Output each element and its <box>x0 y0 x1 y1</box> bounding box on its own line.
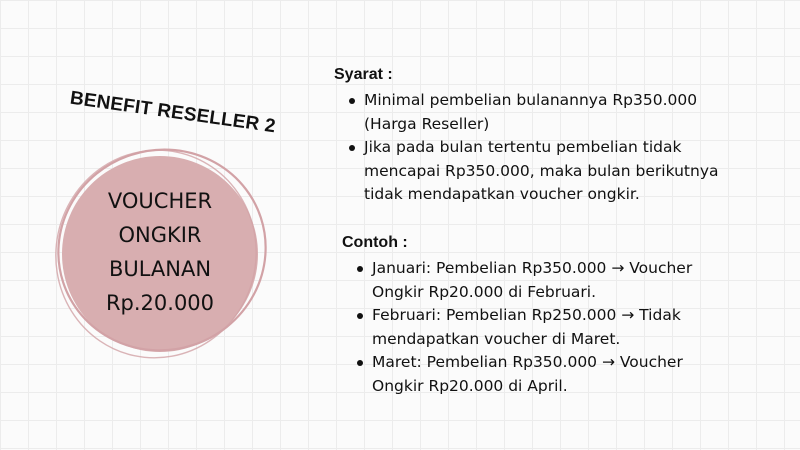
list-item-line: Januari: Pembelian Rp350.000 → Voucher <box>372 259 693 277</box>
list-item <box>346 136 786 207</box>
list-item-line: mendapatkan voucher di Maret. <box>372 329 621 348</box>
voucher-text <box>62 184 258 320</box>
list-item-line: mencapai Rp350.000, maka bulan berikutnya <box>364 161 719 180</box>
list-item <box>354 257 784 304</box>
voucher-line: BULANAN <box>108 257 212 281</box>
voucher-line: VOUCHER <box>107 189 213 213</box>
benefit-title <box>58 87 288 138</box>
contoh-heading: Contoh : <box>342 234 408 251</box>
list-item <box>346 89 786 136</box>
list-item <box>354 304 784 351</box>
list-item-line: tidak mendapatkan voucher ongkir. <box>364 185 640 203</box>
list-item-line: (Harga Reseller) <box>364 114 490 133</box>
contoh-list <box>354 257 784 398</box>
syarat-heading: Syarat : <box>334 66 393 83</box>
list-item <box>354 351 784 398</box>
syarat-list <box>346 89 786 207</box>
voucher-amount: Rp.20.000 <box>105 291 215 315</box>
list-item-line: Ongkir Rp20.000 di Februari. <box>372 282 597 301</box>
list-item-line: Jika pada bulan tertentu pembelian tidak <box>364 138 682 156</box>
benefit-title-text: BENEFIT RESELLER 2 <box>68 87 278 138</box>
list-item-line: Februari: Pembelian Rp250.000 → Tidak <box>372 306 681 324</box>
list-item-line: Minimal pembelian bulanannya Rp350.000 <box>364 91 698 109</box>
list-item-line: Maret: Pembelian Rp350.000 → Voucher <box>372 353 683 371</box>
voucher-line: ONGKIR <box>118 223 202 247</box>
list-item-line: Ongkir Rp20.000 di April. <box>372 376 568 395</box>
